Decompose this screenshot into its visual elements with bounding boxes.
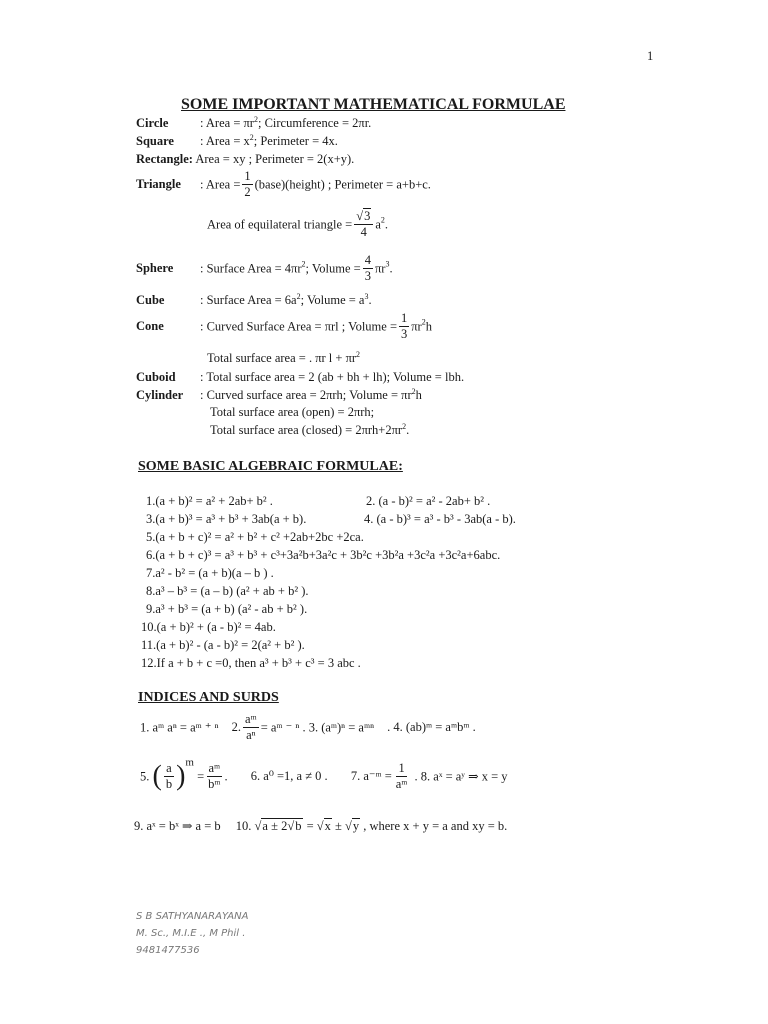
algebra-formula-8: 8.a³ – b³ = (a – b) (a² + ab + b² ).	[146, 584, 309, 598]
indices-formula-2-fraction: $\frac{\text{aᵐ}}{\text{aⁿ}}$	[245, 712, 257, 743]
indices-formula-5-rhs: $\frac{\text{aᵐ}}{\text{bᵐ}}$	[208, 761, 221, 792]
cuboid-label: Cuboid	[136, 370, 176, 384]
cone-total-formula: Total surface area = . πr $l + \pi r^2$	[207, 350, 361, 365]
indices-formula-10-lhs: a ± 2√b	[262, 819, 302, 833]
triangle-formula: Triangle : Area = $\frac{1}{2}$ (base)(height) ; Perimeter = a+b+c.	[136, 169, 431, 200]
triangle-fraction: $\frac{1}{2}$	[244, 169, 251, 200]
indices-row-2: 5. ( $\frac{a}{b}$ )$^m$ = $\frac{\text{aᵐ}}{\text{bᵐ}}$ . 6. a⁰ =1, a ≠ 0 . 7. a⁻ᵐ = $\frac{1}{\text{aᵐ}}$ . 8. aˣ = aʸ ⇒ x = y	[140, 756, 508, 792]
sphere-fraction: $\frac{4}{3}$	[364, 253, 371, 284]
indices-formula-8: . 8. aˣ = aʸ ⇒ x = y	[414, 769, 508, 784]
page-title: SOME IMPORTANT MATHEMATICAL FORMULAE	[181, 96, 566, 113]
square-label: Square	[136, 134, 174, 148]
indices-formula-9: 9. aˣ = bˣ ⇒ a = b	[134, 819, 221, 833]
algebra-formula-4: 4. (a - b)³ = a³ - b³ - 3ab(a - b).	[364, 512, 516, 526]
cylinder-closed-formula: Total surface area (closed) = $2\pi rh+2\pi r^2$.	[210, 422, 410, 437]
circle-label: Circle	[136, 116, 169, 130]
cuboid-formula: Cuboid : Total surface area = 2 (ab + bh + lh); Volume = lbh.	[136, 370, 465, 384]
indices-formula-5-inner: $\frac{a}{b}$	[165, 761, 173, 792]
algebra-formula-3: 3.(a + b)³ = a³ + b³ + 3ab(a + b).	[146, 512, 307, 526]
cube-formula: Cube : Surface Area = $6a^2$; Volume = $a^3$.	[136, 292, 372, 307]
cube-label: Cube	[136, 293, 165, 307]
triangle-label: Triangle	[136, 177, 181, 192]
square-formula: Square : Area = $x^2$; Perimeter = 4x.	[136, 133, 338, 148]
indices-row-1: 1. aᵐ aⁿ = aᵐ ⁺ ⁿ 2. $\frac{\text{aᵐ}}{\text{aⁿ}}$ = aᵐ ⁻ ⁿ . 3. (aᵐ)ⁿ = aᵐⁿ . 4. (ab)ᵐ = aᵐbᵐ .	[140, 712, 476, 743]
algebra-formula-9: 9.a³ + b³ = (a + b) (a² - ab + b² ).	[146, 602, 308, 616]
algebra-formula-7: 7.a² - b² = (a + b)(a – b ) .	[146, 566, 274, 580]
rectangle-formula: Rectangle: Area = xy ; Perimeter = 2(x+y).	[136, 152, 355, 166]
sphere-formula: Sphere : Surface Area = $4\pi r^2$; Volume = $\frac{4}{3}$ $\pi r^3$.	[136, 253, 393, 284]
cylinder-label: Cylinder	[136, 388, 184, 402]
indices-formula-4: . 4. (ab)ᵐ = aᵐbᵐ .	[387, 720, 476, 735]
algebra-formula-5: 5.(a + b + c)² = a² + b² + c² +2ab+2bc +2ca.	[146, 530, 364, 544]
algebra-heading: SOME BASIC ALGEBRAIC FORMULAE:	[138, 459, 403, 474]
algebra-formula-12: 12.If a + b + c =0, then a³ + b³ + c³ = 3 abc .	[141, 656, 361, 670]
circle-formula: Circle : Area = $\pi r^2$; Circumference = 2πr.	[136, 115, 372, 130]
author-degrees: M. Sc., M.I.E ., M Phil .	[136, 928, 246, 939]
algebra-formula-2: 2. (a - b)² = a² - 2ab+ b² .	[366, 494, 491, 508]
algebra-formula-1: 1.(a + b)² = a² + 2ab+ b² .	[146, 494, 273, 508]
cone-fraction: $\frac{1}{3}$	[401, 311, 408, 342]
indices-row-3: 9. aˣ = bˣ ⇒ a = b 10. √a ± 2√b = √x ± √y , where x + y = a and xy = b.	[134, 819, 508, 833]
algebra-formula-6: 6.(a + b + c)³ = a³ + b³ + c³+3a²b+3a²c + 3b²c +3b²a +3c²a +3c²a+6abc.	[146, 548, 501, 562]
equilateral-formula: Area of equilateral triangle = $\frac{√3}{4}$ $a^2$.	[207, 209, 388, 240]
indices-heading: INDICES AND SURDS	[138, 690, 279, 705]
author-name: S B SATHYANARAYANA	[136, 911, 249, 922]
rectangle-label: Rectangle:	[136, 152, 193, 166]
algebra-formula-11: 11.(a + b)² - (a - b)² = 2(a² + b² ).	[141, 638, 305, 652]
cone-label: Cone	[136, 319, 164, 334]
author-phone: 9481477536	[136, 945, 200, 956]
cylinder-open-formula: Total surface area (open) = 2πrh;	[210, 405, 375, 419]
cone-formula: Cone : Curved Surface Area = πrl ; Volume = $\frac{1}{3}$ $\pi r^2h$	[136, 311, 432, 342]
algebra-formula-10: 10.(a + b)² + (a - b)² = 4ab.	[141, 620, 276, 634]
cylinder-formula: Cylinder : Curved surface area = 2πrh; Volume = $\pi r^2h$	[136, 387, 422, 402]
equilateral-fraction: $\frac{√3}{4}$	[354, 210, 373, 239]
indices-formula-7-fraction: $\frac{1}{\text{aᵐ}}$	[395, 761, 408, 792]
indices-formula-6: 6. a⁰ =1, a ≠ 0 .	[250, 769, 328, 784]
page-number: 1	[647, 49, 654, 63]
sphere-label: Sphere	[136, 261, 174, 276]
indices-formula-1: 1. aᵐ aⁿ = aᵐ ⁺ ⁿ	[140, 720, 219, 735]
indices-formula-3: . 3. (aᵐ)ⁿ = aᵐⁿ	[302, 720, 375, 735]
